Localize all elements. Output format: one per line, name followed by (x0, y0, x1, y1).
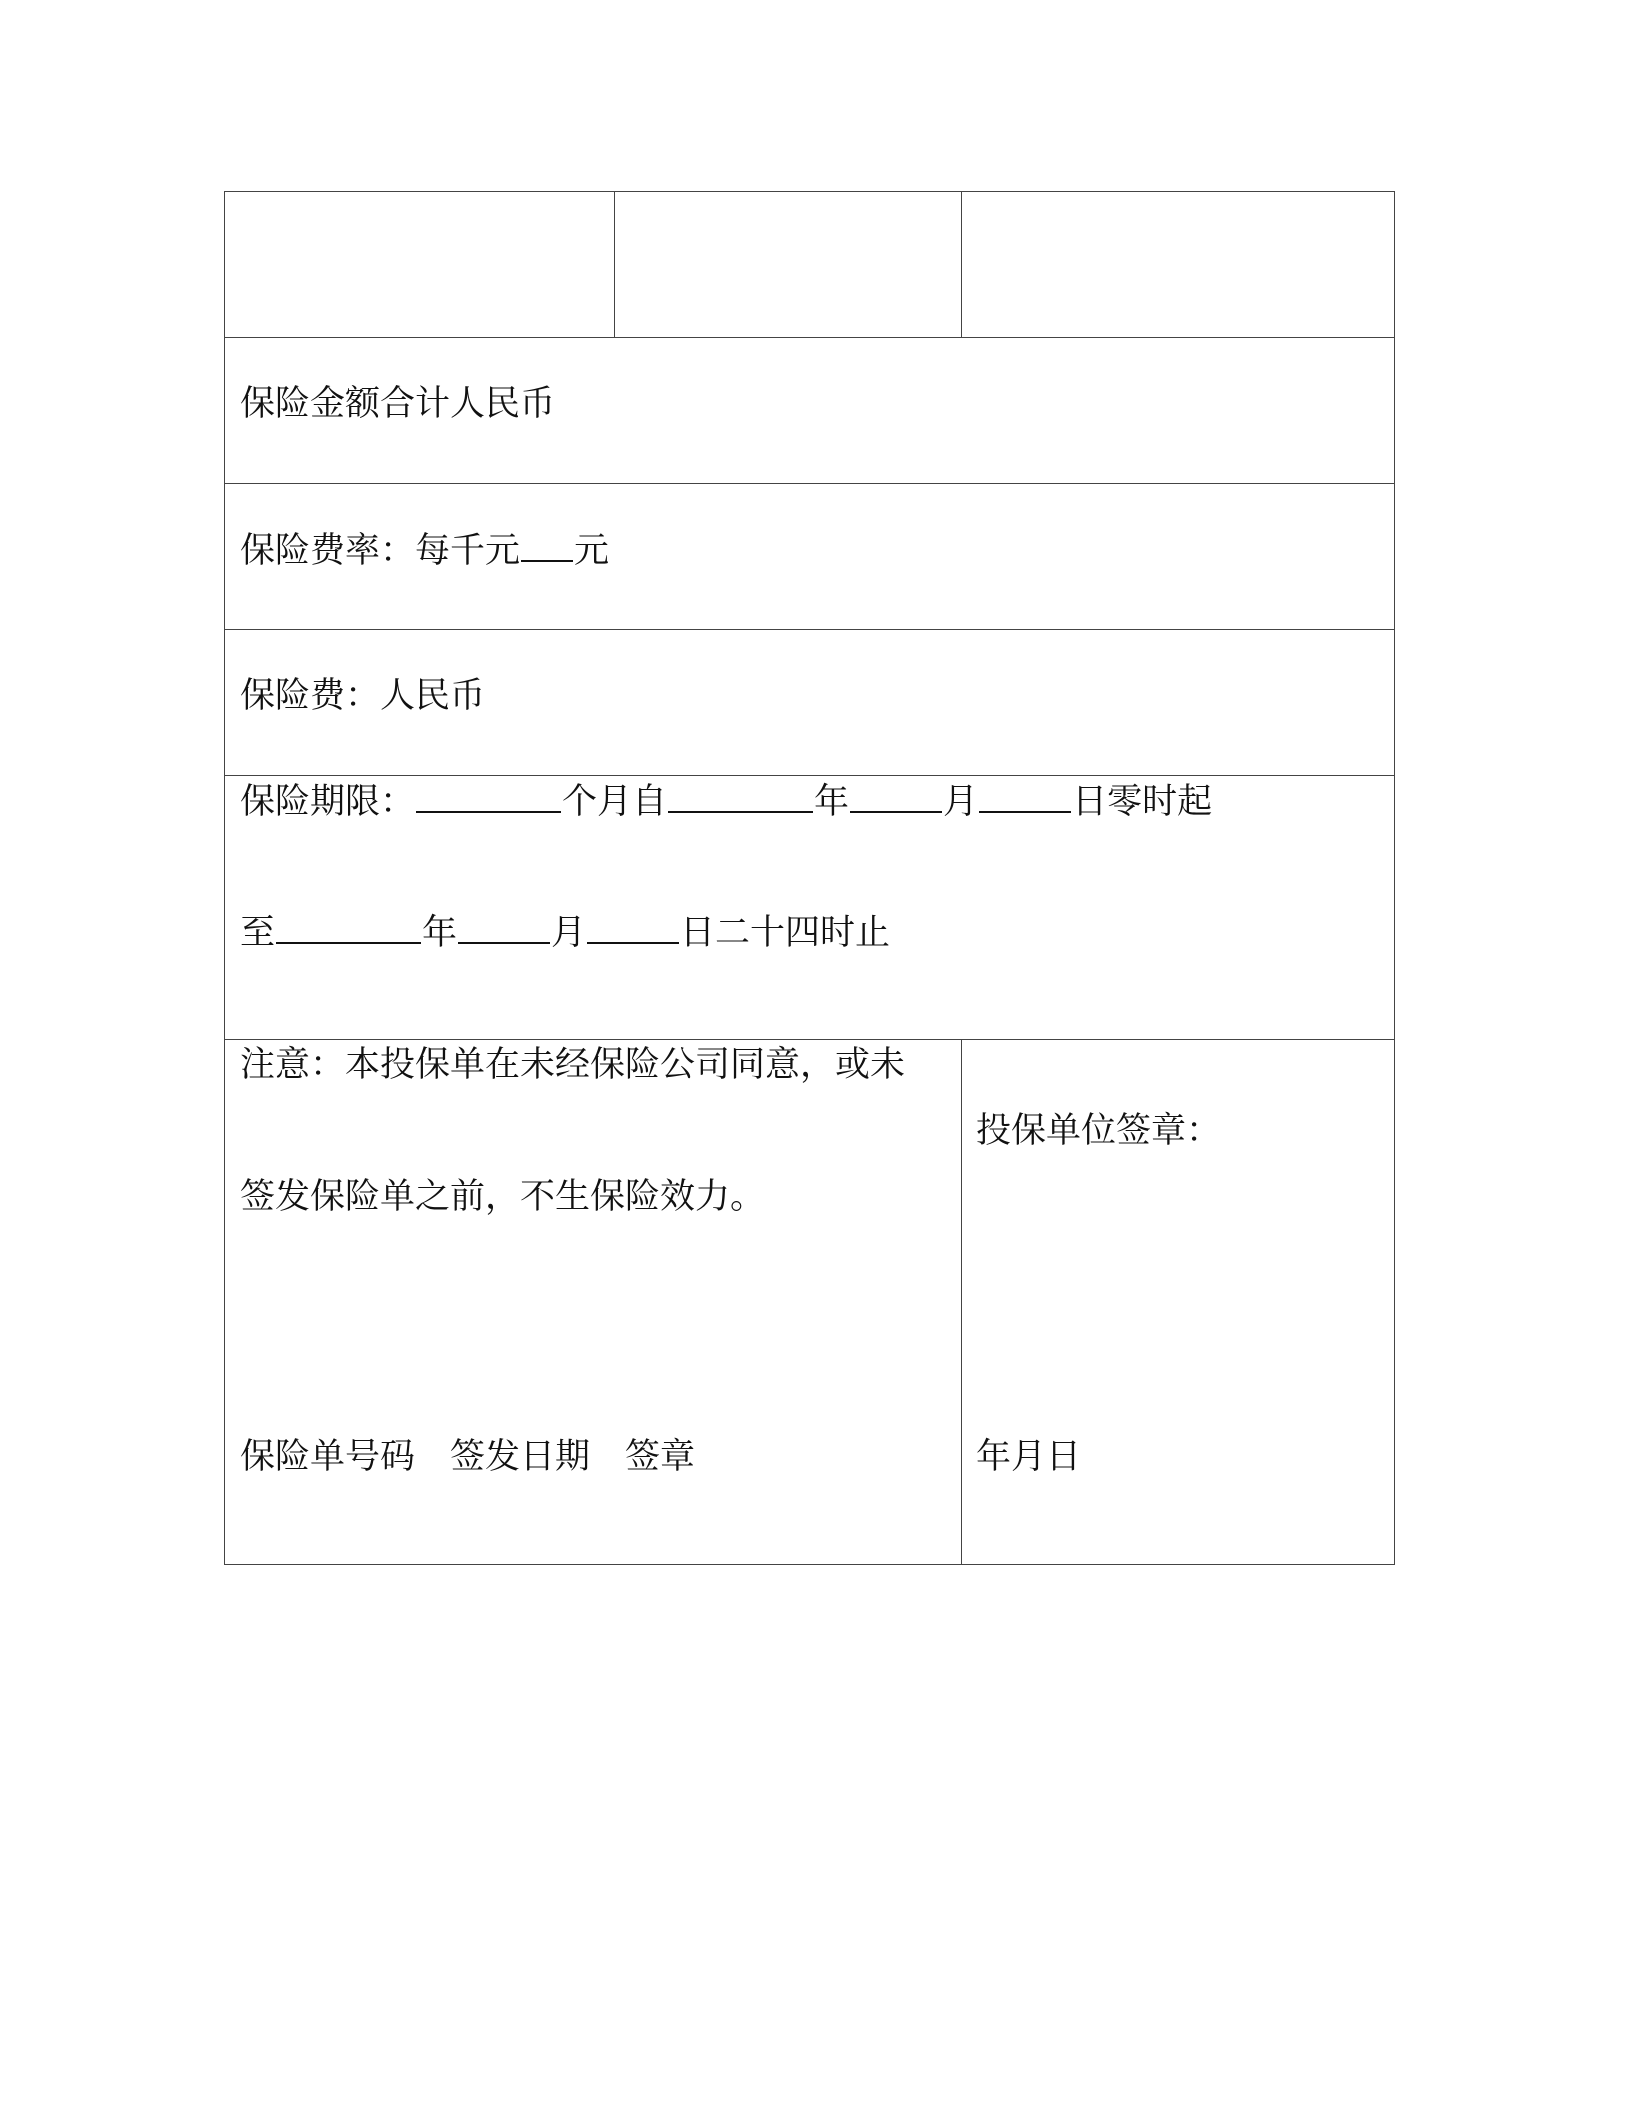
end-year-label: 年 (422, 913, 458, 953)
notice-line-2: 签发保险单之前，不生保险效力。 (240, 1177, 766, 1217)
end-year-blank[interactable] (276, 912, 421, 944)
start-month-blank[interactable] (850, 781, 942, 813)
period-to: 至 (240, 913, 276, 953)
applicant-seal-label: 投保单位签章： (976, 1111, 1222, 1151)
notice-line-1: 注意：本投保单在未经保险公司同意，或未 (240, 1045, 906, 1085)
period-months-from: 个月自 (562, 782, 668, 822)
insurance-application-form (224, 191, 1395, 1565)
rate-blank[interactable] (521, 530, 573, 562)
cell-divider (961, 192, 962, 338)
period-line-1 (240, 781, 1212, 822)
end-month-label: 月 (551, 913, 587, 953)
cell-divider (614, 192, 615, 338)
rate-per-thousand: 每千元 (415, 531, 521, 571)
policy-number-label: 保险单号码 (240, 1437, 416, 1477)
start-day-blank[interactable] (979, 781, 1071, 813)
period-label: 保险期限： (240, 782, 416, 822)
end-day-blank[interactable] (587, 912, 679, 944)
start-year-label: 年 (814, 782, 850, 822)
issue-date-label: 签发日期 (450, 1437, 591, 1477)
start-year-blank[interactable] (668, 781, 813, 813)
rate-line (240, 530, 609, 571)
start-day-label: 日零时起 (1072, 782, 1213, 822)
rate-label: 保险费率： (240, 531, 416, 571)
policy-info-line (240, 1437, 695, 1477)
sum-insured-label: 保险金额合计人民币 (240, 384, 556, 424)
premium-label: 保险费：人民币 (240, 676, 486, 716)
applicant-date-label: 年月日 (976, 1437, 1082, 1477)
end-month-blank[interactable] (458, 912, 550, 944)
cell-divider (961, 1039, 962, 1565)
start-month-label: 月 (943, 782, 979, 822)
rate-unit: 元 (574, 531, 610, 571)
end-day-label: 日二十四时止 (680, 913, 891, 953)
period-months-blank[interactable] (416, 781, 561, 813)
seal-label: 签章 (625, 1437, 696, 1477)
period-line-2 (240, 912, 890, 953)
